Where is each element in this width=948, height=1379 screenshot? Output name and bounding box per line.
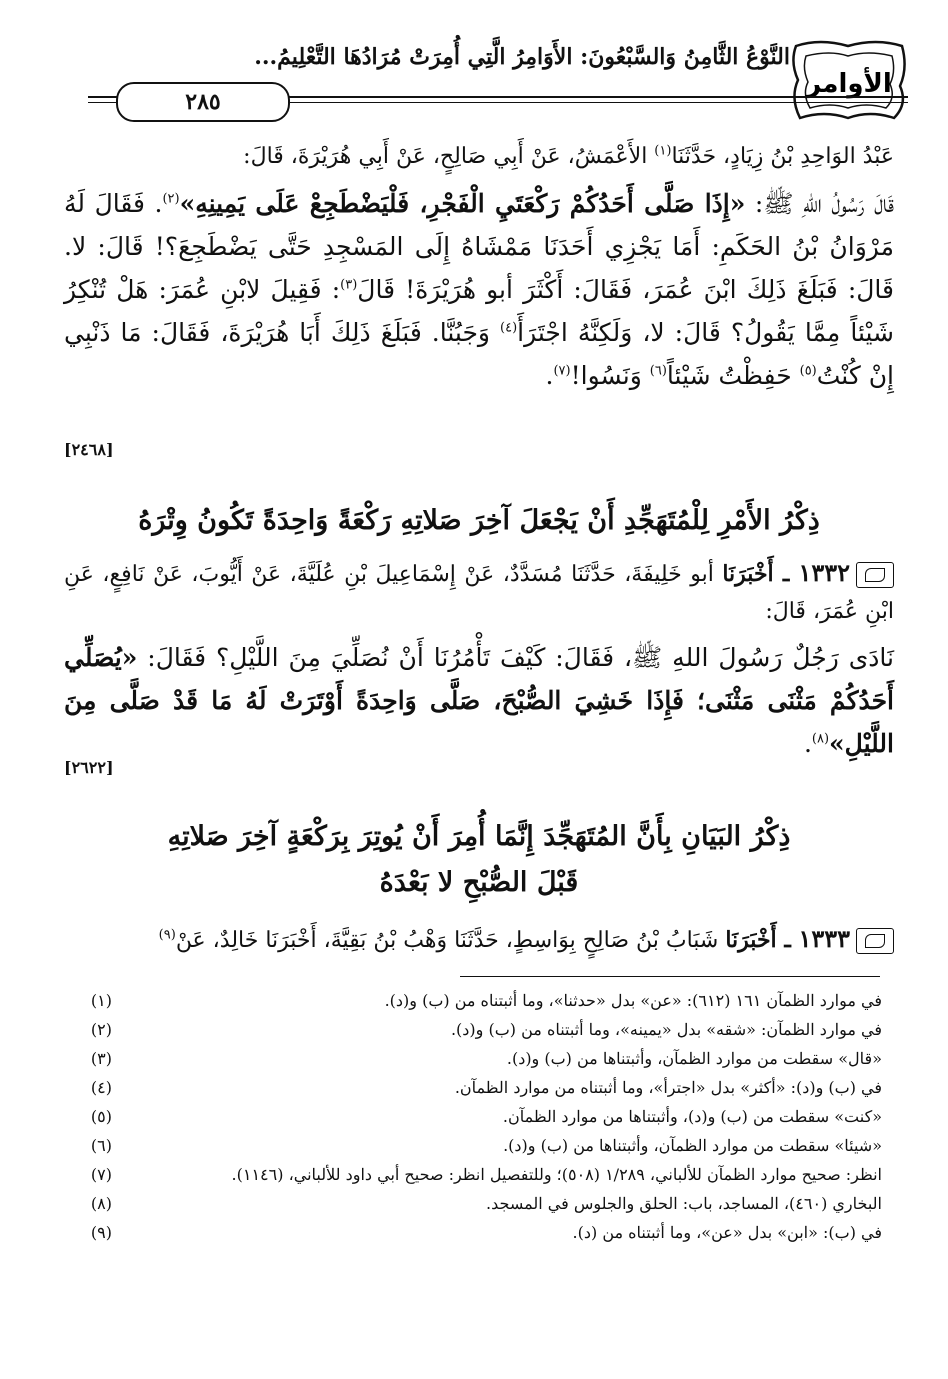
footnote-number: (٢) bbox=[90, 1020, 112, 1039]
footnote-text: في (ب): «ابن» بدل «عن»، وما أثبتناه من (د). bbox=[572, 1223, 882, 1242]
running-title: النَّوْعُ الثَّامِنُ وَالسَّبْعُونَ: الأَوَامِرُ الَّتِي أُمِرَتْ مُرَادُهَا التَّعْلِيمُ... bbox=[254, 44, 790, 70]
footnote bbox=[64, 986, 882, 1015]
text-run: شَبَابُ بْنُ صَالِحٍ بِوَاسِطٍ، حَدَّثَنَا وَهْبُ بْنُ بَقِيَّةَ، أَخْبَرَنَا خَالِدٌ، عَنْ bbox=[175, 928, 726, 953]
text-run: . فَقَالَ لَهُ مَرْوَانُ بْنُ الحَكَمِ: أَمَا يَجْزِي أَحَدَنَا مَمْشَاهُ إِلَى المَسْجِدِ حَتَّى يَضْطَجِعَ؟! قَالَ: لا. قَالَ: فَبَلَغَ ذَلِكَ ابْنَ عُمَرَ، فَقَالَ: أَكْثَرَ أبو هُرَيْرَةَ! قَالَ bbox=[64, 189, 894, 304]
hadith-reference: [٢٦٢٢] bbox=[64, 758, 114, 777]
text-run: نَادَى رَجُلٌ رَسُولَ اللهِ ﷺ، فَقَالَ: كَيْفَ تَأْمُرُنَا أَنْ نُصَلِّيَ مِنَ اللَّيْلِ؟ فَقَالَ: bbox=[137, 643, 894, 672]
text-run: وَنَسُوا! bbox=[570, 361, 650, 390]
text-run: ـ أَخْبَرَنَا bbox=[722, 561, 799, 587]
footnote-marker[interactable]: (١) bbox=[654, 143, 672, 159]
footnote-text: «كنت» سقطت من (ب) و(د)، وأثبتناها من موارد الظمآن. bbox=[502, 1107, 882, 1126]
hadith-number: ١٣٣٢ bbox=[798, 558, 850, 587]
text-run: : فَقِيلَ لابْنِ عُمَرَ: هَلْ تُنْكِرُ شَيْئاً مِمَّا يَقُولُ؟ قَالَ: لا، وَلَكِنَّهُ اجْتَرَأَ bbox=[64, 275, 894, 347]
section-heading-line: ذِكْرُ البَيَانِ بِأَنَّ المُتَهَجِّدَ إِنَّمَا أُمِرَ أَنْ يُوتِرَ بِرَكْعَةٍ آخِرَ صَلاتِهِ bbox=[167, 821, 791, 852]
footnote-number: (٤) bbox=[90, 1078, 112, 1097]
footnote-text: في موارد الظمآن ١٦١ (٦١٢): «عن» بدل «حدثنا»، وما أثبتناه من (ب) و(د). bbox=[384, 991, 882, 1010]
text-run: وَجَبُنَّا. فَبَلَغَ ذَلِكَ أَبَا هُرَيْرَةَ، فَقَالَ: مَا ذَنْبِي إِنْ كُنْتُ bbox=[64, 318, 894, 390]
footnote-text: في (ب) و(د): «أكثر» بدل «اجترأ»، وما أثبتناه من موارد الظمآن. bbox=[454, 1078, 882, 1097]
footnote-number: (٨) bbox=[90, 1194, 112, 1213]
footnote bbox=[64, 1015, 882, 1044]
footnote-text: انظر: صحيح موارد الظمآن للألباني، ١/٢٨٩ (٥٠٨)؛ وللتفصيل انظر: صحيح أبي داود للألباني، (١١٤٦). bbox=[231, 1165, 882, 1184]
section-heading bbox=[64, 814, 894, 906]
footnote bbox=[64, 1189, 882, 1218]
footnote-marker[interactable]: (٩) bbox=[158, 927, 176, 943]
section-heading: ذِكْرُ الأَمْرِ لِلْمُتَهَجِّدِ أَنْ يَجْعَلَ آخِرَ صَلاتِهِ رَكْعَةً وَاحِدَةً تَكُونُ وِتْرَهُ bbox=[138, 505, 820, 536]
footnote bbox=[64, 1102, 882, 1131]
text-run: الأَعْمَشُ، عَنْ أَبِي صَالِحٍ، عَنْ أَبِي هُرَيْرَةَ، قَالَ: bbox=[243, 144, 655, 169]
footnote-number: (٦) bbox=[90, 1136, 112, 1155]
footnote-number: (١) bbox=[90, 991, 112, 1010]
footnote bbox=[64, 1160, 882, 1189]
hadith-number: ١٣٣٣ bbox=[798, 924, 850, 953]
footnote bbox=[64, 1073, 882, 1102]
footnote-separator bbox=[460, 976, 880, 977]
footnote-marker[interactable]: (٤) bbox=[500, 320, 518, 336]
text-run: عَبْدُ الوَاحِدِ بْنُ زِيَادٍ، حَدَّثَنَا bbox=[671, 144, 894, 169]
hadith-matn: «إِذَا صَلَّى أَحَدُكُمْ رَكْعَتَيِ الْفَجْرِ، فَلْيَضْطَجِعْ عَلَى يَمِينِهِ» bbox=[179, 189, 746, 218]
footnote-text: «شيئا» سقطت من موارد الظمآن، وأثبتناها من (ب) و(د). bbox=[503, 1136, 882, 1155]
footnote-marker[interactable]: (٨) bbox=[811, 731, 830, 747]
footnote-text: «قال» سقطت من موارد الظمآن، وأثبتناها من (ب) و(د). bbox=[506, 1049, 882, 1068]
footnote-marker[interactable]: (٧) bbox=[553, 363, 571, 379]
hadith-1332 bbox=[64, 554, 894, 765]
text-run: . bbox=[803, 729, 812, 758]
footnote-number: (٣) bbox=[90, 1049, 112, 1068]
hadith-reference: [٢٤٦٨] bbox=[64, 440, 114, 459]
hadith-marker-icon bbox=[856, 562, 894, 588]
page-number: ٢٨٥ bbox=[116, 82, 290, 122]
footnote-text: في موارد الظمآن: «شقه» بدل «يمينه»، وما أثبتناه من (ب) و(د). bbox=[450, 1020, 882, 1039]
isnad-paragraph bbox=[64, 920, 894, 959]
footnote-number: (٩) bbox=[90, 1223, 112, 1242]
isnad-paragraph bbox=[64, 554, 894, 630]
hadith-matn: «يُصَلِّي أَحَدُكُمْ مَثْنَى مَثْنَى؛ فَإِذَا خَشِيَ الصُّبْحَ، صَلَّى وَاحِدَةً أَوْتَرَتْ لَهُ مَا قَدْ صَلَّى مِنَ اللَّيْلِ» bbox=[64, 643, 894, 758]
hadith-paragraph bbox=[64, 182, 894, 397]
text-block-1 bbox=[64, 138, 894, 175]
hadith-1333 bbox=[64, 920, 894, 959]
svg-text:الأوامر: الأوامر bbox=[806, 69, 892, 99]
matn-paragraph bbox=[64, 636, 894, 765]
footnote bbox=[64, 1131, 882, 1160]
footnote-marker[interactable]: (٦) bbox=[649, 363, 667, 379]
isnad-line bbox=[64, 138, 894, 175]
footnote bbox=[64, 1044, 882, 1073]
footnote-number: (٥) bbox=[90, 1107, 112, 1126]
footnotes bbox=[64, 986, 882, 1247]
text-run: قَالَ رَسُولُ اللهِ ﷺ: bbox=[745, 189, 894, 218]
footnote-number: (٧) bbox=[90, 1165, 112, 1184]
footnote-marker[interactable]: (٢) bbox=[162, 191, 180, 207]
text-run: ـ أَخْبَرَنَا bbox=[725, 927, 799, 953]
footnote-text: البخاري (٤٦٠)، المساجد، باب: الحلق والجلوس في المسجد. bbox=[486, 1194, 882, 1213]
text-run: حَفِظْتُ شَيْئاً bbox=[666, 361, 800, 390]
footnote-marker[interactable]: (٥) bbox=[799, 363, 817, 379]
text-block-2 bbox=[64, 182, 894, 397]
footnote bbox=[64, 1218, 882, 1247]
footnote-marker[interactable]: (٣) bbox=[340, 277, 358, 293]
chapter-ornament-icon bbox=[790, 38, 908, 122]
section-heading-line: قَبْلَ الصُّبْحِ لا بَعْدَهُ bbox=[379, 867, 579, 898]
page-header bbox=[78, 38, 908, 126]
text-run: . bbox=[545, 361, 554, 390]
hadith-marker-icon bbox=[856, 928, 894, 954]
text-run: أبو خَلِيفَةَ، حَدَّثَنَا مُسَدَّدٌ، عَنْ إِسْمَاعِيلَ بْنِ عُلَيَّةَ، عَنْ أَيُّوبَ، عَنْ نَافِعٍ، عَنِ ابْنِ عُمَرَ، قَالَ: bbox=[64, 562, 894, 624]
